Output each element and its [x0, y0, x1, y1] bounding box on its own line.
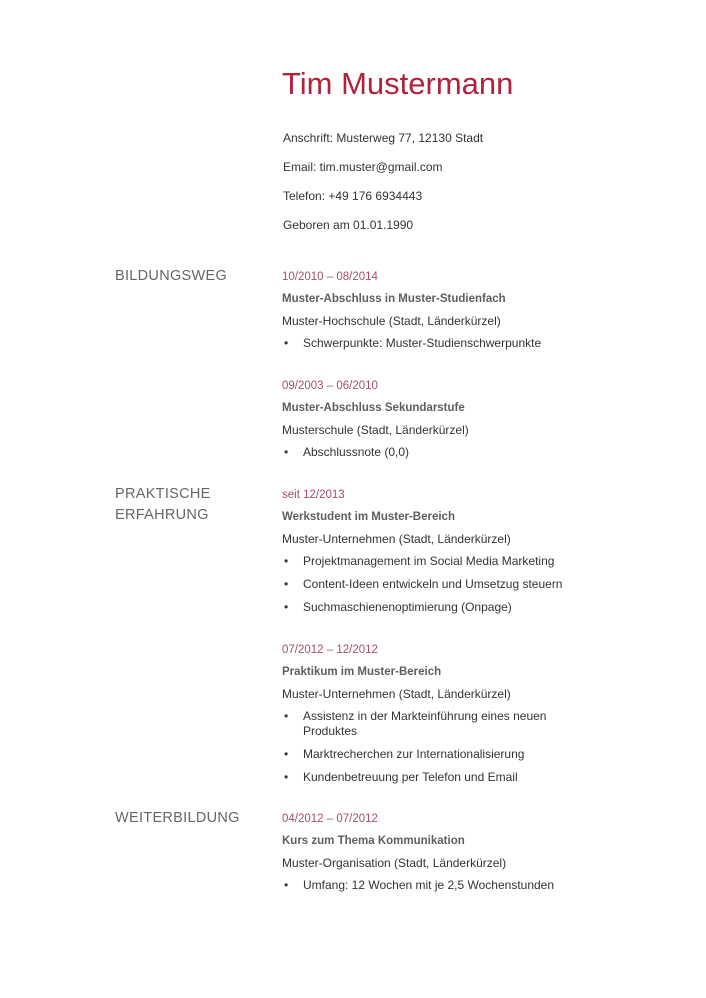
- experience-entry-2: [282, 643, 622, 793]
- entry-title: Muster-Abschluss Sekundarstufe: [282, 402, 465, 414]
- training-entry-1: [282, 812, 622, 901]
- entry-bullet: • Assistenz in der Markteinführung eines neuen Produktes: [282, 709, 573, 739]
- entry-title: Kurs zum Thema Kommunikation: [282, 835, 465, 847]
- experience-entry-1: [282, 488, 622, 623]
- entry-date: 09/2003 – 06/2010: [282, 380, 378, 392]
- section-title-line: PRAKTISCHE: [115, 486, 211, 502]
- entry-bullets: [282, 709, 622, 785]
- entry-date: 04/2012 – 07/2012: [282, 813, 378, 825]
- entry-title: Muster-Abschluss in Muster-Studienfach: [282, 293, 506, 305]
- entry-bullet: • Content-Ideen entwickeln und Umsetzug steuern: [282, 577, 622, 592]
- entry-organization: Muster-Hochschule (Stadt, Länderkürzel): [282, 314, 501, 328]
- entry-bullet: • Suchmaschienenoptimierung (Onpage): [282, 600, 622, 615]
- entry-bullet: • Umfang: 12 Wochen mit je 2,5 Wochenstunden: [282, 878, 622, 893]
- entry-title: Praktikum im Muster-Bereich: [282, 666, 442, 678]
- contact-birthdate: Geboren am 01.01.1990: [283, 218, 414, 232]
- contact-phone: Telefon: +49 176 6934443: [283, 189, 423, 203]
- entry-bullet: • Marktrecherchen zur Internationalisierung: [282, 747, 622, 762]
- contact-address: Anschrift: Musterweg 77, 12130 Stadt: [283, 131, 484, 145]
- education-entry-1: [282, 270, 622, 359]
- applicant-name: Tim Mustermann: [282, 66, 514, 101]
- contact-info: [283, 131, 483, 247]
- entry-bullets: [282, 554, 622, 615]
- entry-bullets: [282, 336, 622, 351]
- entry-date: seit 12/2013: [282, 489, 345, 501]
- entry-bullets: [282, 878, 622, 893]
- entry-organization: Muster-Organisation (Stadt, Länderkürzel): [282, 856, 507, 870]
- entry-bullet: • Abschlussnote (0,0): [282, 445, 622, 460]
- entry-bullets: [282, 445, 622, 460]
- entry-organization: Musterschule (Stadt, Länderkürzel): [282, 423, 469, 437]
- section-title-education: [115, 266, 227, 287]
- section-title-line: WEITERBILDUNG: [115, 810, 240, 826]
- entry-bullet: • Schwerpunkte: Muster-Studienschwerpunkte: [282, 336, 622, 351]
- entry-organization: Muster-Unternehmen (Stadt, Länderkürzel): [282, 687, 511, 701]
- entry-bullet: • Projektmanagement im Social Media Marketing: [282, 554, 622, 569]
- entry-title: Werkstudent im Muster-Bereich: [282, 511, 455, 523]
- section-title-line: ERFAHRUNG: [115, 507, 209, 523]
- entry-bullet: • Kundenbetreuung per Telefon und Email: [282, 770, 622, 785]
- section-title-experience: [115, 484, 211, 526]
- education-entry-2: [282, 379, 622, 468]
- entry-date: 07/2012 – 12/2012: [282, 644, 378, 656]
- section-title-training: [115, 808, 240, 829]
- contact-email: Email: tim.muster@gmail.com: [283, 160, 443, 174]
- entry-organization: Muster-Unternehmen (Stadt, Länderkürzel): [282, 532, 511, 546]
- section-title-line: BILDUNGSWEG: [115, 268, 228, 284]
- entry-date: 10/2010 – 08/2014: [282, 271, 378, 283]
